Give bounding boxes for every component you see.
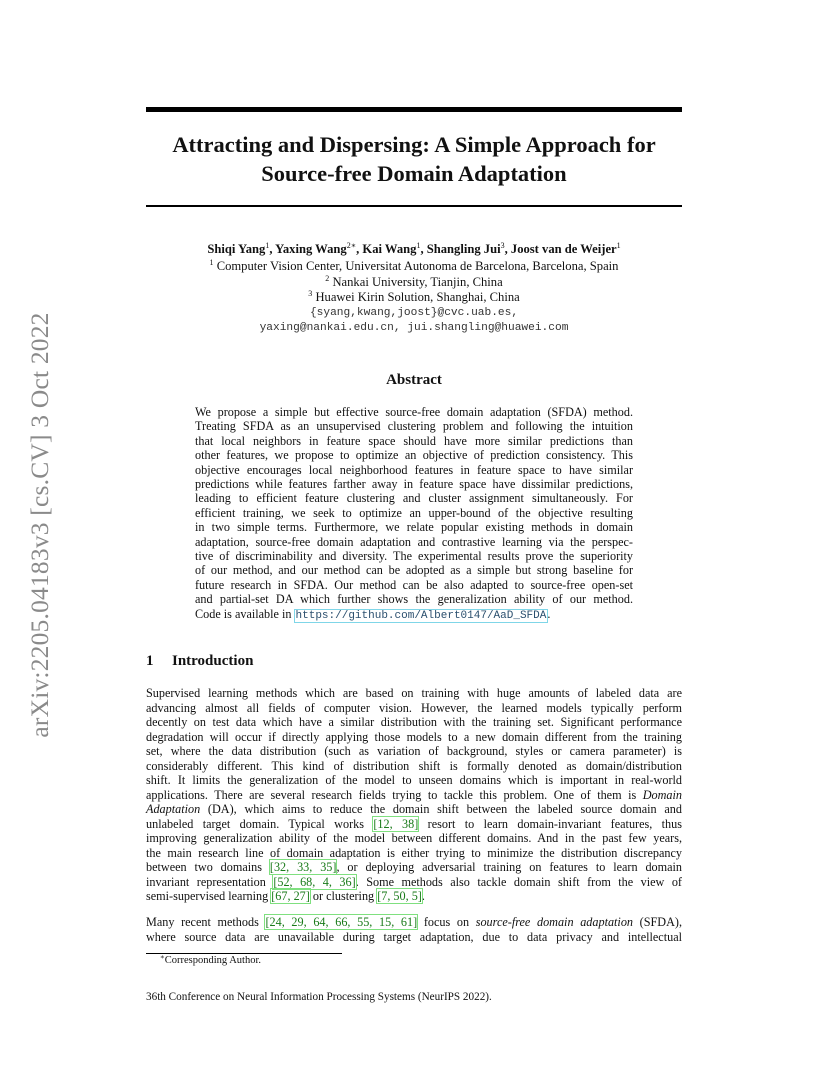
venue-line: 36th Conference on Neural Information Processing Systems (NeurIPS 2022). [146,991,492,1003]
abstract-line: objective encourages local neighborhood features in feature space to have similar [195,462,633,477]
body-line: considerably different. This kind of distribution shift is formally denoted as domain/distribution [146,758,682,773]
affiliation-line [120,290,708,306]
citation-link[interactable]: [32, 33, 35] [269,860,337,874]
body-text-span: invariant representation [146,874,274,889]
abstract-line: other features, we propose to optimize an objective of prediction consistency. This [195,448,633,463]
citation-link[interactable]: [67, 27] [271,889,310,903]
code-prefix: Code is available in [195,606,295,621]
author-affil-mark: 1 [265,241,270,250]
email-line-2: yaxing@nankai.edu.cn, jui.shangling@huawei.com [259,322,569,334]
author-list: Shiqi Yang$^1$, Yaxing Wang$^{2∗}$, Kai Wang$^1$, Shangling Jui$^3$, Joost van de Weijer$^1$ [207,241,621,256]
footnote-rule [146,953,342,954]
body-line [146,802,682,817]
affiliations [120,259,708,337]
body-line [146,817,682,832]
body-text-span: focus on [417,915,476,929]
abstract-line: and partial-set DA which further shows the generalization ability of our method. [195,592,633,607]
author-affil-mark: 1 [616,241,621,250]
affiliation-mark: 3 [308,289,313,298]
abstract-line: predictions while features farther away in feature space have dissimilar predictions, [195,477,633,492]
body-line: decently on test data which have a similar distribution with the training set. Significant performance [146,715,682,729]
abstract-line: adaptation, source-free domain adaptation and contrastive learning via the perspec- [195,534,633,549]
author-affil-mark: 1 [416,241,421,250]
body-line [146,915,682,930]
code-suffix: . [547,606,551,621]
citation-link[interactable]: [7, 50, 5] [377,889,422,903]
abstract-heading: Abstract [386,372,442,388]
body-line [146,889,682,904]
affiliation-text: Nankai University, Tianjin, China [332,274,503,289]
citation-link[interactable]: [52, 68, 4, 36] [273,874,356,889]
abstract-line: efficient training, we seek to optimize an upper-bound of the objective resulting [195,505,633,520]
paper-title [146,130,682,188]
author-name: Joost van de Weijer [510,242,617,256]
affiliation-text: Huawei Kirin Solution, Shanghai, China [315,290,520,304]
title-line-2: Source-free Domain Adaptation [261,161,567,186]
emphasis-text: Domain [642,787,682,802]
body-text-span: resort to learn domain-invariant features, thus [418,816,682,831]
author-name: Kai Wang [362,242,417,256]
body-text-span: . Some methods also tackle domain shift from the view of [355,874,682,889]
emphasis-text: Adaptation [146,802,201,816]
affiliation-mark: 1 [209,258,214,267]
arxiv-identifier-text: arXiv:2205.04183v3 [cs.CV] 3 Oct 2022 [25,312,54,738]
affiliation-line [120,275,708,291]
intro-paragraph-2 [146,915,682,944]
author-name: Yaxing Wang [275,242,347,256]
abstract-line: future research in SFDA. Our method can be also adapted to source-free open-set [195,577,633,592]
citation-link[interactable]: [24, 29, 64, 66, 55, 15, 61] [265,915,418,929]
body-line: the main research line of domain adaptation is either trying to minimize the distribution discrepancy [146,845,682,860]
body-text-span: (DA), which aims to reduce the domain shift between the labeled source domain and [200,802,682,816]
body-line: advancing almost all fields of computer vision. However, the learned models typically perform [146,700,682,715]
body-line [146,875,682,890]
body-line: set, where the data distribution (such as variation of background, styles or camera parameter) is [146,744,682,758]
abstract-line: that local neighbors in feature space should have more similar predictions than [195,433,633,448]
body-text-span: Many recent methods [146,915,266,929]
affiliation-line [120,259,708,275]
body-line: improving generalization ability of the model between different domains. And in the past few years, [146,831,682,845]
section-heading-introduction [146,653,253,670]
body-line [146,788,682,803]
abstract-line: of our method, and our method can be adopted as a simple but strong baseline for [195,563,633,578]
abstract-line: leading to efficient feature clustering and cluster assignment simultaneously. For [195,491,633,506]
intro-paragraph-1 [146,686,682,904]
author-affil-mark: 3 [500,241,505,250]
body-text-span: unlabeled target domain. Typical works [146,816,374,831]
emphasis-text: source-free domain adaptation [475,915,634,929]
body-line [146,860,682,875]
section-number: 1 [146,653,154,669]
author-affil-mark: 2∗ [346,241,357,250]
footnote-mark: ∗ [160,953,165,961]
title-top-rule [146,107,682,112]
title-line-1: Attracting and Dispersing: A Simple Approach for [172,132,656,157]
body-line: degradation will occur if directly applying those models to a new domain different from the training [146,729,682,744]
body-text-span: or clustering [309,889,378,903]
body-line: where source data are unavailable during target adaptation, due to data privacy and intellectual [146,929,682,944]
affiliation-text: Computer Vision Center, Universitat Autonoma de Barcelona, Barcelona, Spain [216,259,619,273]
body-text-span: . [421,889,425,903]
email-line-1: {syang,kwang,joost}@cvc.uab.es, [309,306,519,319]
body-text-span: applications. There are several research fields trying to tackle this problem. One of them is [146,787,643,802]
footnote [160,955,261,966]
citation-link[interactable]: [12, 38] [373,816,419,831]
body-text-span: , or deploying adversarial training on features to learn domain [336,860,683,874]
abstract-body [195,405,633,623]
affiliation-mark: 2 [325,273,330,283]
abstract-line: tive of discriminability and diversity. The experimental results prove the superiority [195,549,633,564]
body-text-span: between two domains [146,860,270,874]
body-text-span: (SFDA), [633,915,682,929]
abstract-code-line [195,607,633,623]
abstract-line: Treating SFDA as an unsupervised clustering problem and following the intuition [195,419,633,434]
author-name: Shangling Jui [426,242,501,256]
abstract-line: in two simple terms. Furthermore, we relate popular existing methods in domain [195,520,633,535]
section-title: Introduction [172,653,254,669]
footnote-text: Corresponding Author. [164,955,262,966]
title-bottom-rule [146,205,682,207]
code-repository-link[interactable]: https://github.com/Albert0147/AaD_SFDA [295,609,547,622]
body-line: Supervised learning methods which are based on training with huge amounts of labeled data are [146,686,682,700]
body-text-span: semi-supervised learning [146,889,272,903]
abstract-line: We propose a simple but effective source-free domain adaptation (SFDA) method. [195,405,633,419]
author-name: Shiqi Yang [207,242,266,256]
body-line: shift. It limits the generalization of the model to unseen domains which is important in real-world [146,773,682,787]
